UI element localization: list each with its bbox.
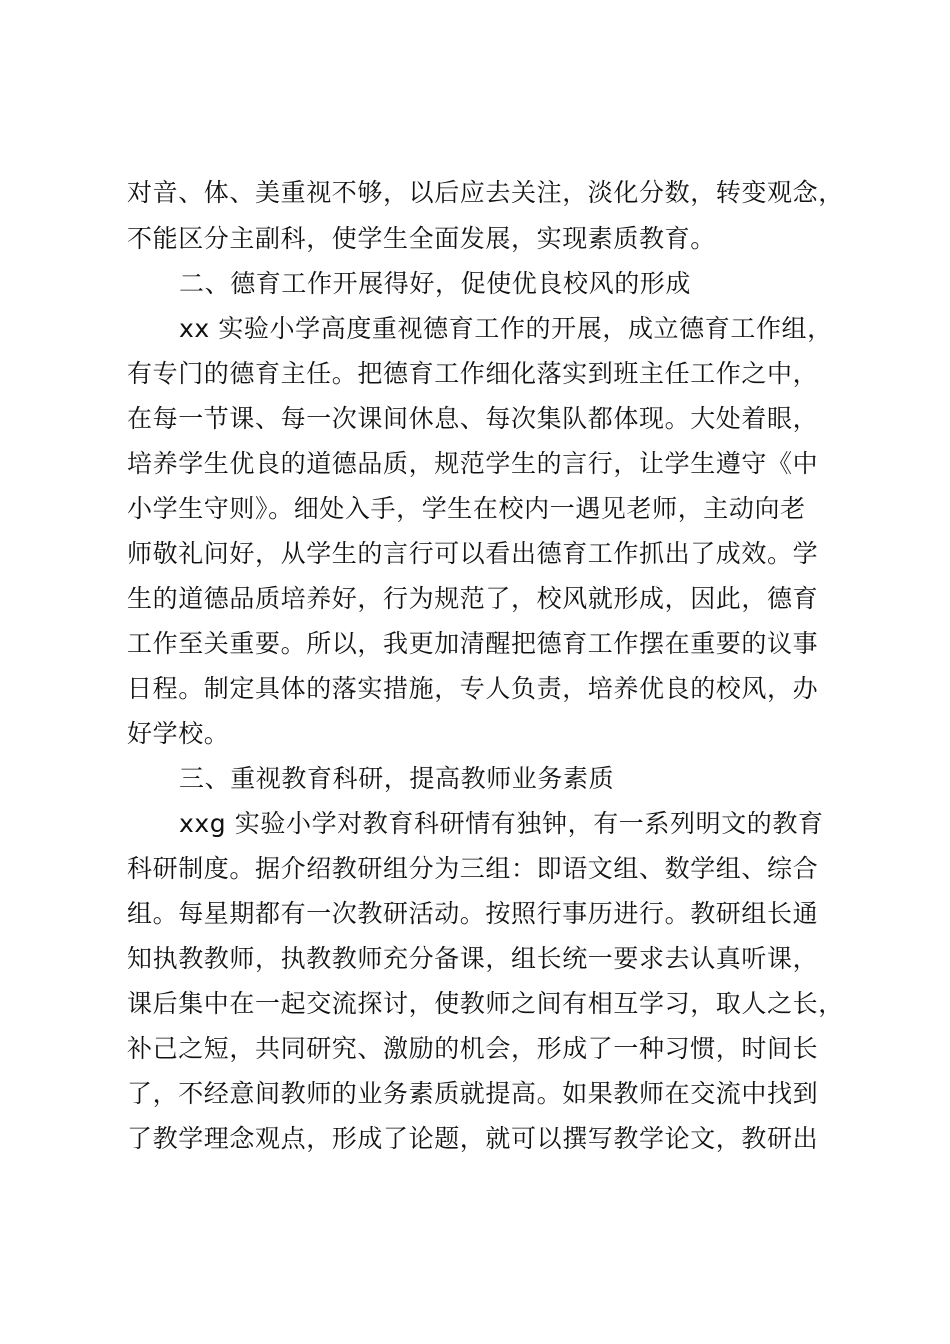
text-line: 了教学理念观点，形成了论题，就可以撰写教学论文，教研出 (127, 1124, 819, 1153)
text-line: 师敬礼问好，从学生的言行可以看出德育工作抓出了成效。学 (127, 539, 819, 568)
paragraph-first-line: xxg 实验小学对教育科研情有独钟，有一系列明文的教育 (179, 809, 824, 838)
text-line: 有专门的德育主任。把德育工作细化落实到班主任工作之中， (127, 359, 819, 388)
text-line: 好学校。 (127, 719, 230, 748)
section-heading: 三、重视教育科研，提高教师业务素质 (179, 764, 615, 793)
text-line: 补己之短，共同研究、激励的机会，形成了一种习惯，时间长 (127, 1034, 819, 1063)
paragraph-first-line: xx 实验小学高度重视德育工作的开展，成立德育工作组， (179, 314, 833, 343)
text-line: 了，不经意间教师的业务素质就提高。如果教师在交流中找到 (127, 1079, 819, 1108)
text-line: 工作至关重要。所以，我更加清醒把德育工作摆在重要的议事 (127, 629, 819, 658)
text-line: 不能区分主副科，使学生全面发展，实现素质教育。 (127, 224, 716, 253)
section-heading: 二、德育工作开展得好，促使优良校风的形成 (179, 269, 692, 298)
text-line: 小学生守则》。细处入手，学生在校内一遇见老师，主动向老 (127, 494, 806, 523)
text-line: 知执教教师，执教教师充分备课，组长统一要求去认真听课， (127, 944, 819, 973)
text-line: 课后集中在一起交流探讨，使教师之间有相互学习，取人之长， (127, 989, 844, 1018)
text-line: 培养学生优良的道德品质，规范学生的言行，让学生遵守《中 (127, 449, 819, 478)
text-line: 在每一节课、每一次课间休息、每次集队都体现。大处着眼， (127, 404, 819, 433)
text-line: 生的道德品质培养好，行为规范了，校风就形成，因此，德育 (127, 584, 819, 613)
text-line: 日程。制定具体的落实措施，专人负责，培养优良的校风，办 (127, 674, 819, 703)
text-line: 组。每星期都有一次教研活动。按照行事历进行。教研组长通 (127, 899, 819, 928)
text-line: 对音、体、美重视不够，以后应去关注，淡化分数，转变观念， (127, 178, 844, 207)
text-line: 科研制度。据介绍教研组分为三组：即语文组、数学组、综合 (127, 854, 819, 883)
